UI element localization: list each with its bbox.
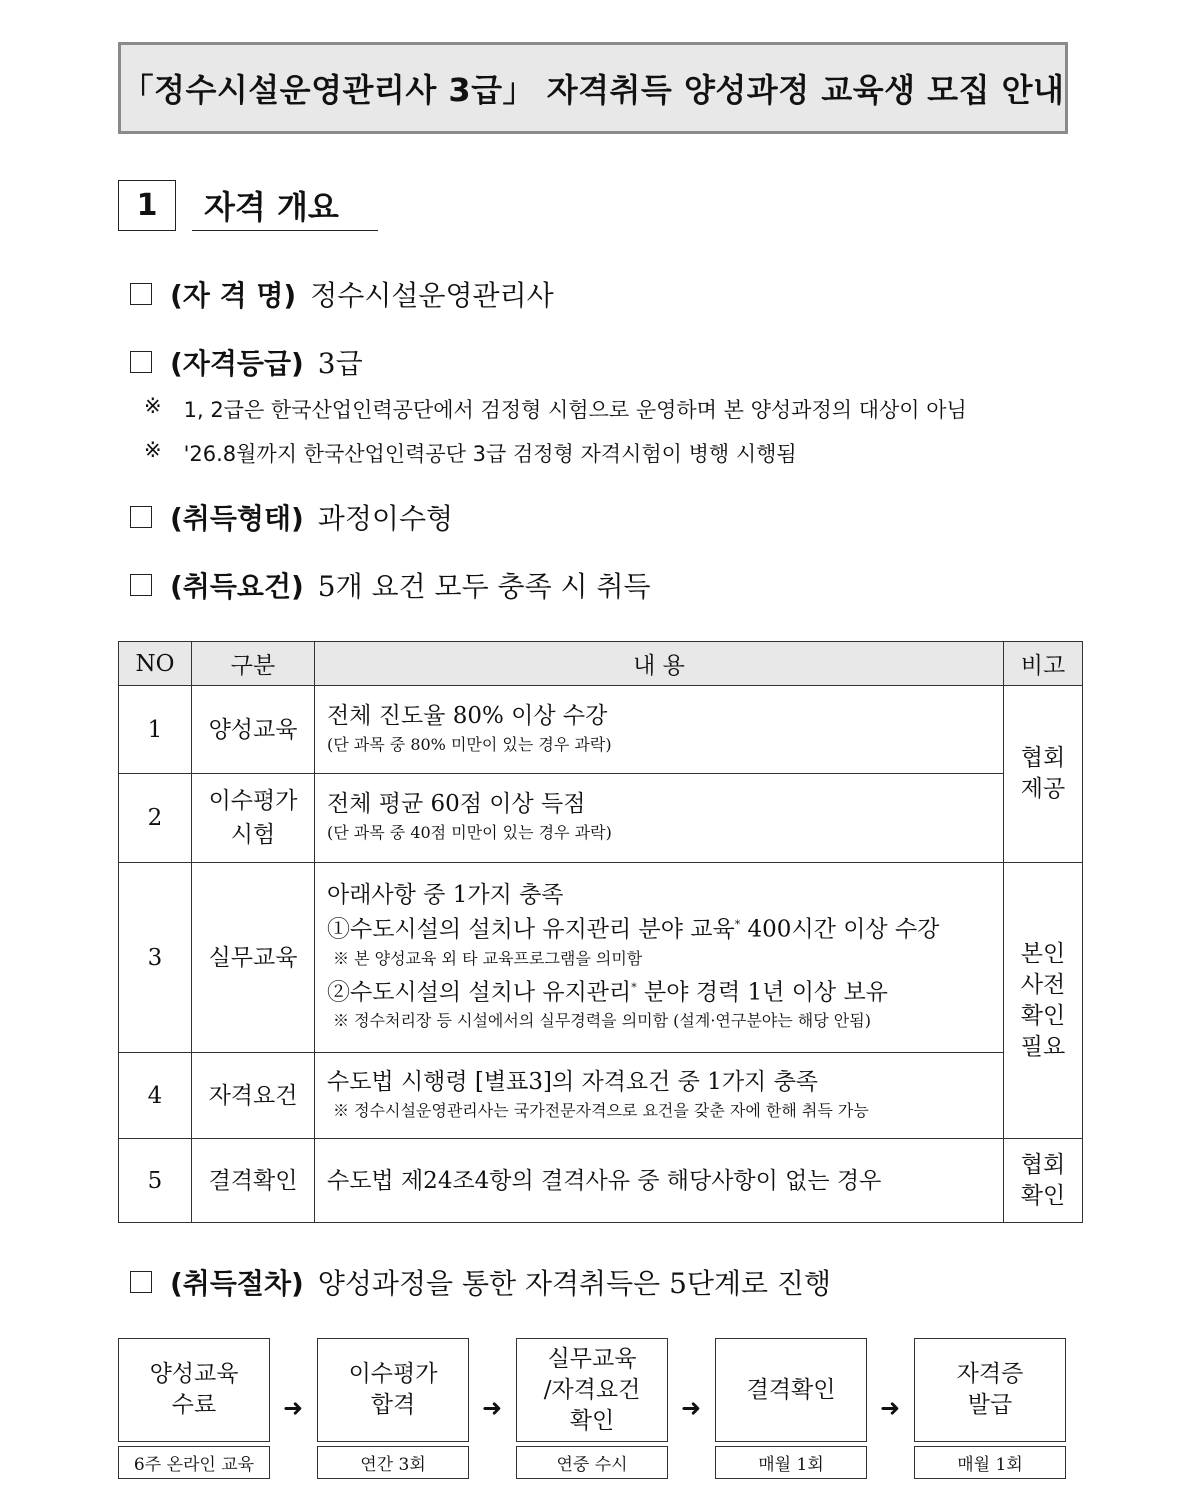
item-label: (취득절차) [170,1267,304,1300]
row-category [192,774,315,863]
grade-note [144,438,797,468]
table-header-row [119,642,1083,686]
arrow-right-icon: ➜ [482,1394,503,1422]
row-no: 5 [119,1139,192,1223]
item-label: (취득요건) [170,570,304,603]
content-sub: ※ 정수처리장 등 시설에서의 실무경력을 의미함 (설계·연구분야는 해당 안됨) [333,1011,871,1031]
step-box [516,1338,668,1442]
item-label: (자 격 명) [170,279,297,312]
header-content: 내 용 [315,642,1004,686]
item-acquisition-type [130,497,453,537]
step-note: 연간 3회 [317,1446,469,1479]
step-line: 실무교육 [547,1345,637,1372]
item-value: 5개 요건 모두 충족 시 취득 [317,570,651,603]
remark-line: 사전 [1020,971,1066,998]
remark-association-provided [1004,686,1083,863]
note-text: 1, 2급은 한국산업인력공단에서 검정형 시험으로 운영하며 본 양성과정의 대상이 아님 [183,398,967,422]
step-line: 수료 [171,1392,217,1418]
row-no: 1 [119,686,192,774]
row-content [315,1053,1004,1139]
asterisk-mark: * [734,917,741,931]
row-no: 3 [119,863,192,1053]
remark-line: 필요 [1020,1033,1066,1060]
item-label: (자격등급) [170,347,304,380]
table-row [119,686,1083,774]
row-no: 2 [119,774,192,863]
checkbox-square-icon [130,351,152,373]
content-option-2: ②수도시설의 설치나 유지관리* 분야 경력 1년 이상 보유 [327,979,888,1006]
step-line: 양성교육 [149,1361,239,1387]
reference-mark: ※ [144,394,162,418]
category-line: 시험 [230,822,276,848]
step-line: /자격요건 [543,1376,641,1403]
arrow-right-icon: ➜ [681,1394,702,1422]
header-no: NO [119,642,192,686]
row-content [315,863,1004,1053]
requirements-table [118,641,1083,1223]
remark-line: 확인 [1020,1182,1066,1209]
step-box [118,1338,270,1442]
step-line: 자격증 [956,1361,1024,1387]
arrow-right-icon: ➜ [880,1394,901,1422]
item-acquisition-requirements [130,565,651,605]
remark-line: 협회 [1020,745,1066,771]
document-title: 「정수시설운영관리사 3급」 자격취득 양성과정 교육생 모집 안내 [118,42,1068,134]
content-sub: (단 과목 중 40점 미만이 있는 경우 과락) [327,823,612,842]
row-category: 결격확인 [192,1139,315,1223]
checkbox-square-icon [130,506,152,528]
content-main: 수도법 제24조4항의 결격사유 중 해당사항이 없는 경우 [327,1167,882,1194]
content-sub: (단 과목 중 80% 미만이 있는 경우 과락) [327,734,612,754]
step-note: 매월 1회 [914,1446,1066,1479]
row-no: 4 [119,1053,192,1139]
item-label: (취득형태) [170,502,304,535]
item-acquisition-procedure [130,1262,831,1302]
arrow-right-icon: ➜ [283,1394,304,1422]
item-value: 양성과정을 통한 자격취득은 5단계로 진행 [317,1267,832,1300]
content-option-1: ①수도시설의 설치나 유지관리 분야 교육* 400시간 이상 수강 [327,916,940,943]
row-content [315,686,1004,774]
table-row [119,1139,1083,1223]
grade-note [144,394,967,424]
step-line: 확인 [569,1407,615,1434]
content-sub: ※ 정수시설운영관리사는 국가전문자격으로 요건을 갖춘 자에 한해 취득 가능 [333,1100,869,1120]
remark-line: 협회 [1020,1151,1066,1178]
remark-self-check-required [1004,863,1083,1139]
remark-line: 확인 [1020,1002,1066,1029]
step-box [914,1338,1066,1442]
checkbox-square-icon [130,283,152,305]
table-row [119,863,1083,1053]
step-box [317,1338,469,1442]
step-line: 발급 [967,1392,1013,1418]
header-category: 구분 [192,642,315,686]
checkbox-square-icon [130,574,152,596]
content-main: 전체 진도율 80% 이상 수강 [327,702,608,729]
step-line: 결격확인 [746,1376,836,1403]
table-row [119,1053,1083,1139]
content-main: 아래사항 중 1가지 충족 [327,881,564,908]
remark-line: 제공 [1020,776,1066,802]
checkbox-square-icon [130,1271,152,1293]
step-line: 합격 [370,1392,416,1418]
row-content [315,1139,1004,1223]
content-main: 전체 평균 60점 이상 득점 [327,791,586,817]
row-category: 실무교육 [192,863,315,1053]
table-row [119,774,1083,863]
item-qualification-grade [130,342,363,382]
step-note: 연중 수시 [516,1446,668,1479]
step-line: 이수평가 [348,1361,438,1387]
remark-line: 본인 [1020,940,1066,967]
section-title: 자격 개요 [192,180,378,231]
item-value: 3급 [317,347,363,380]
row-category: 양성교육 [192,686,315,774]
remark-association-check [1004,1139,1083,1223]
content-main: 수도법 시행령 [별표3]의 자격요건 중 1가지 충족 [327,1068,819,1095]
asterisk-mark: * [631,980,637,994]
content-sub: ※ 본 양성교육 외 타 교육프로그램을 의미함 [333,948,643,968]
row-content [315,774,1004,863]
item-qualification-name [130,274,554,314]
note-text: '26.8월까지 한국산업인력공단 3급 검정형 자격시험이 병행 시행됨 [183,442,797,466]
item-value: 정수시설운영관리사 [310,279,554,312]
step-note: 매월 1회 [715,1446,867,1479]
row-category: 자격요건 [192,1053,315,1139]
category-line: 이수평가 [208,788,298,814]
item-value: 과정이수형 [317,502,454,535]
reference-mark: ※ [144,438,162,462]
step-box [715,1338,867,1442]
header-remark: 비고 [1004,642,1083,686]
section-number: 1 [118,180,176,231]
step-note: 6주 온라인 교육 [118,1446,270,1479]
